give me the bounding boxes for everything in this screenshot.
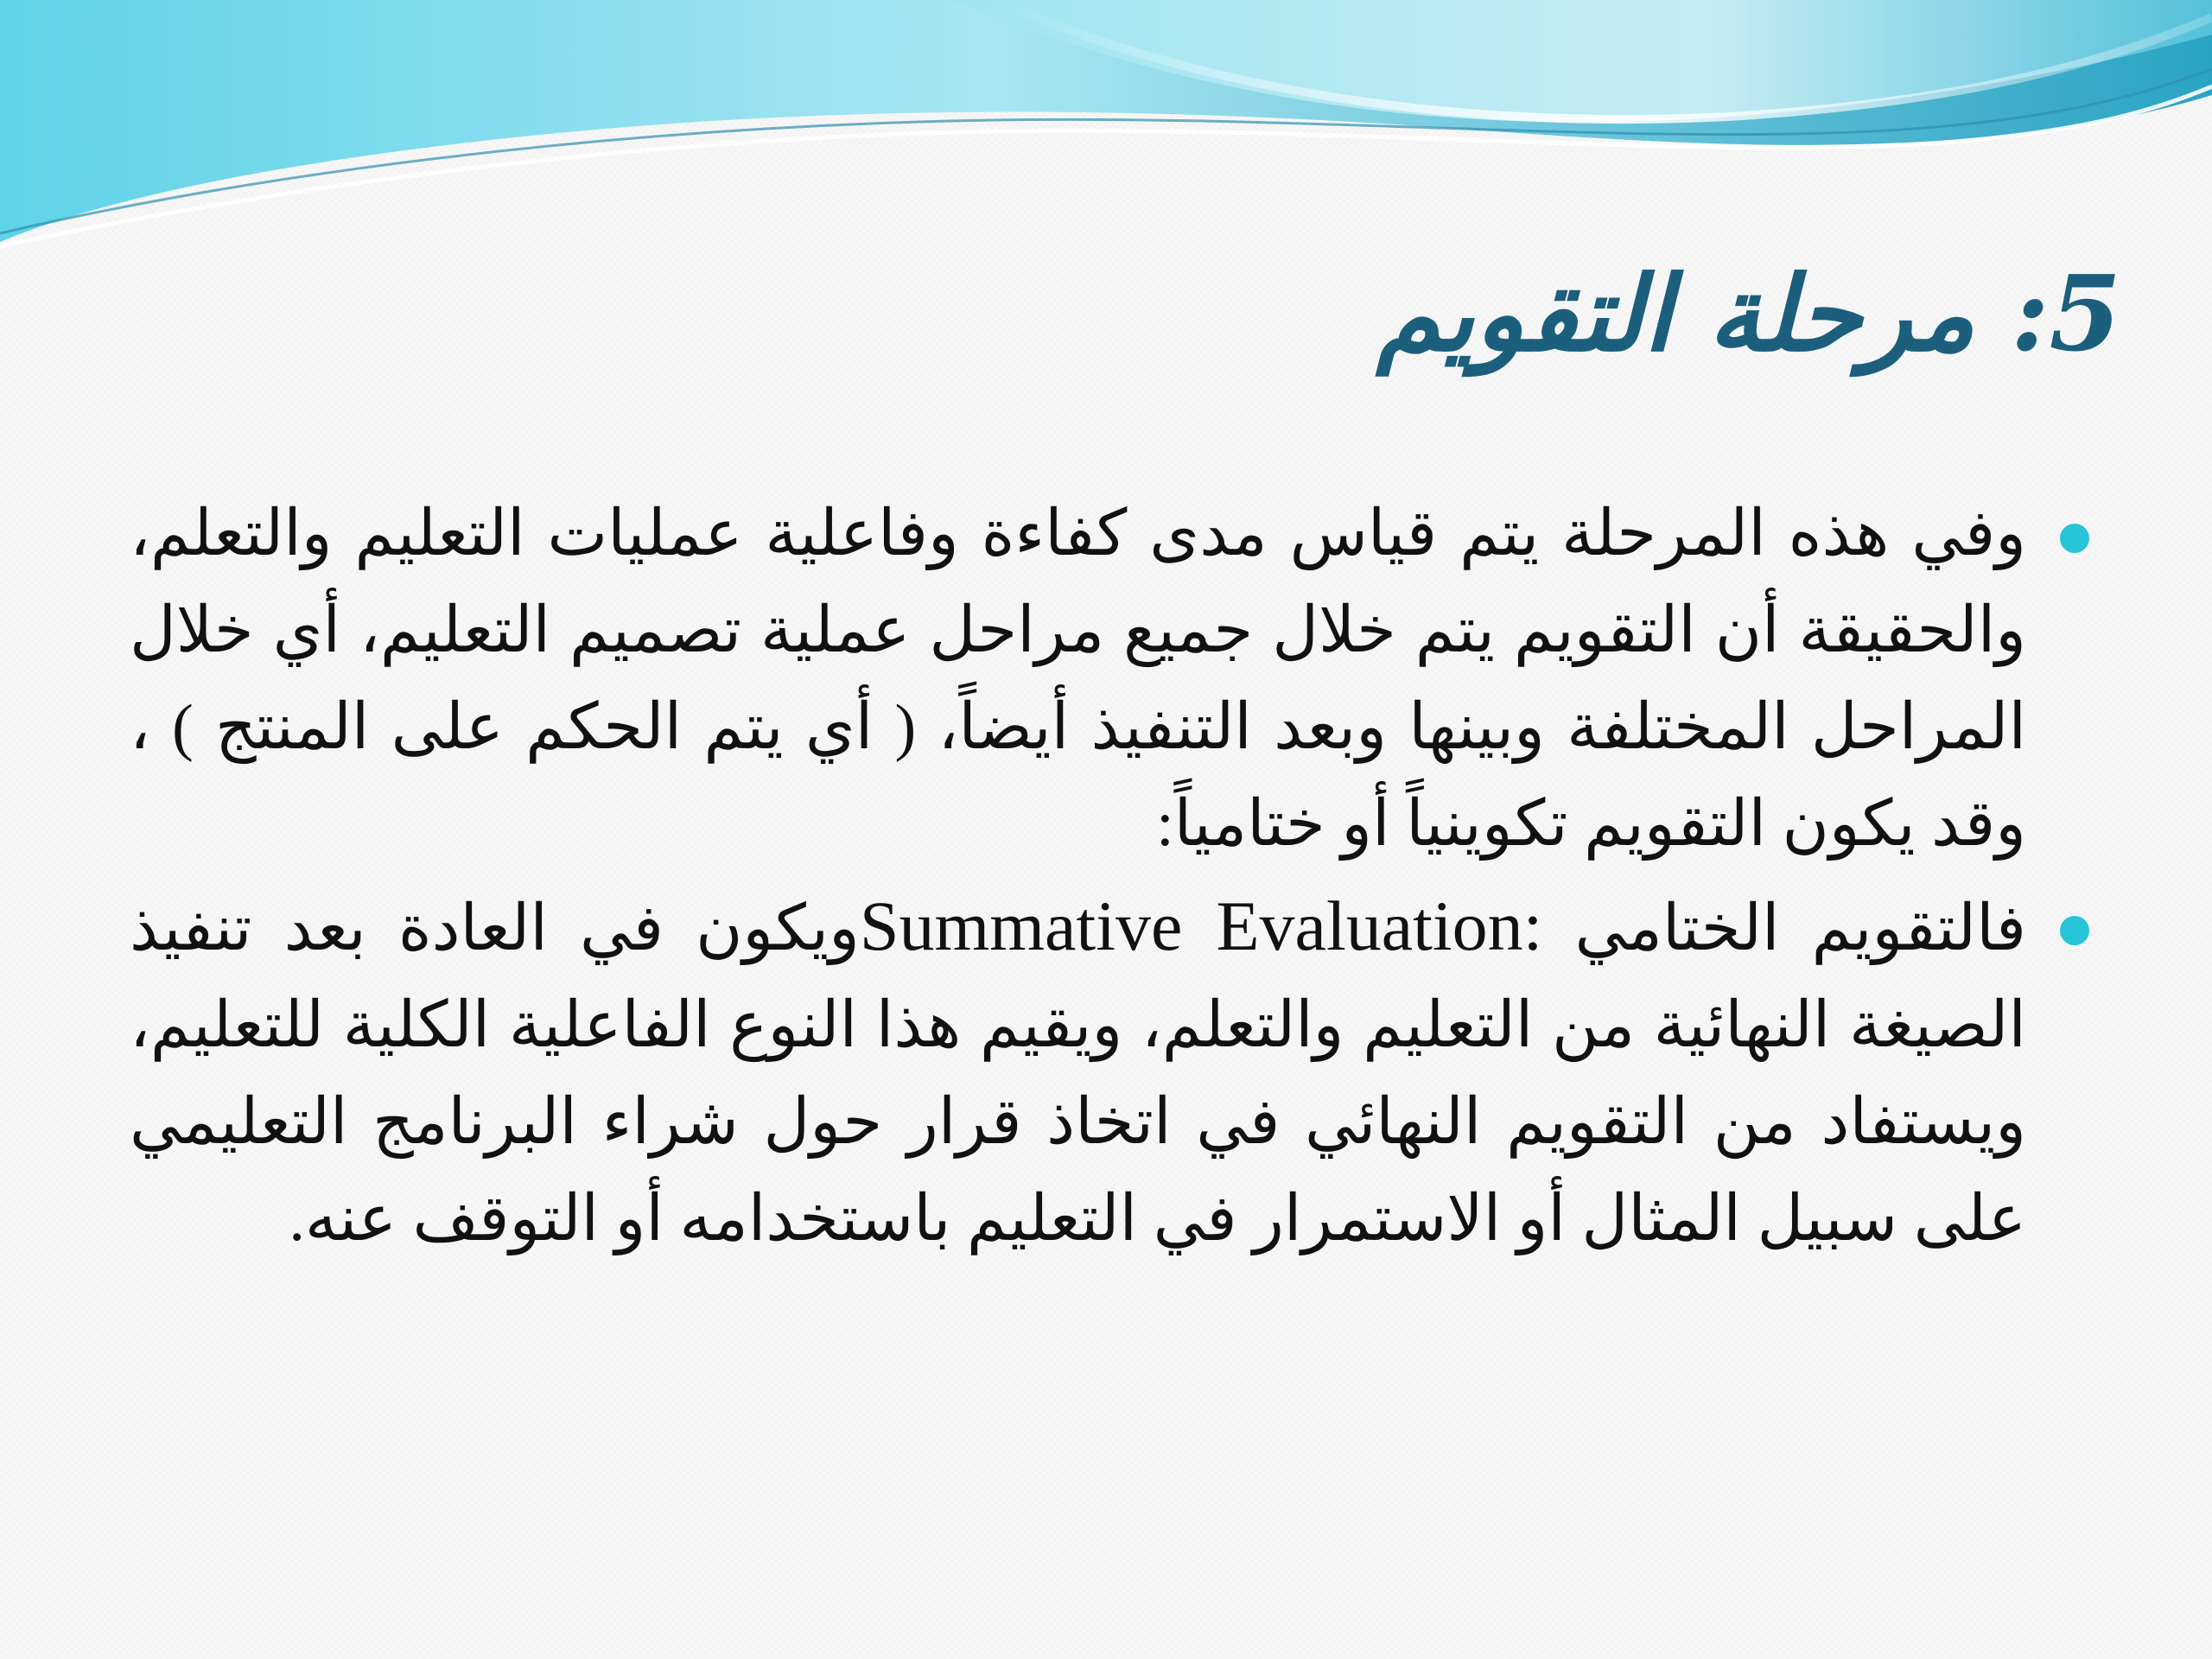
bullet-dot-icon [2060, 916, 2089, 945]
bullet-text-before: فالتقويم الختامي [1542, 893, 2026, 964]
bullet-list [130, 486, 2100, 1273]
bullet-item [130, 878, 2100, 1268]
bullet-text-after: ويكون في العادة بعد تنفيذ الصيغة النهائية من التعليم والتعلم، ويقيم هذا النوع الفاعلية الكلية للتعليم، ويستفاد من التقويم النهائي في اتخاذ قرار حول شراء البرنامج التعليمي على سبيل المثال أو الاستمرار في التعليم باستخدامه أو التوقف عنه. [130, 893, 2026, 1255]
bullet-dot-icon [2060, 524, 2089, 553]
bullet-text: وفي هذه المرحلة يتم قياس مدى كفاءة وفاعلية عمليات التعليم والتعلم، والحقيقة أن التقويم يتم خلال جميع مراحل عملية تصميم التعليم، أي خلال المراحل المختلفة وبينها وبعد التنفيذ أيضاً، ( أي يتم الحكم على المنتج ) ، وقد يكون التقويم تكوينياً أو ختامياً: [130, 499, 2026, 860]
bullet-item [130, 486, 2100, 873]
summative-evaluation-term: Summative Evaluation: [859, 887, 1543, 965]
bullet-text [130, 878, 2026, 1268]
header-wave-decoration [0, 0, 2212, 276]
slide-title: 5: مرحلة التقويم [1376, 253, 2121, 375]
